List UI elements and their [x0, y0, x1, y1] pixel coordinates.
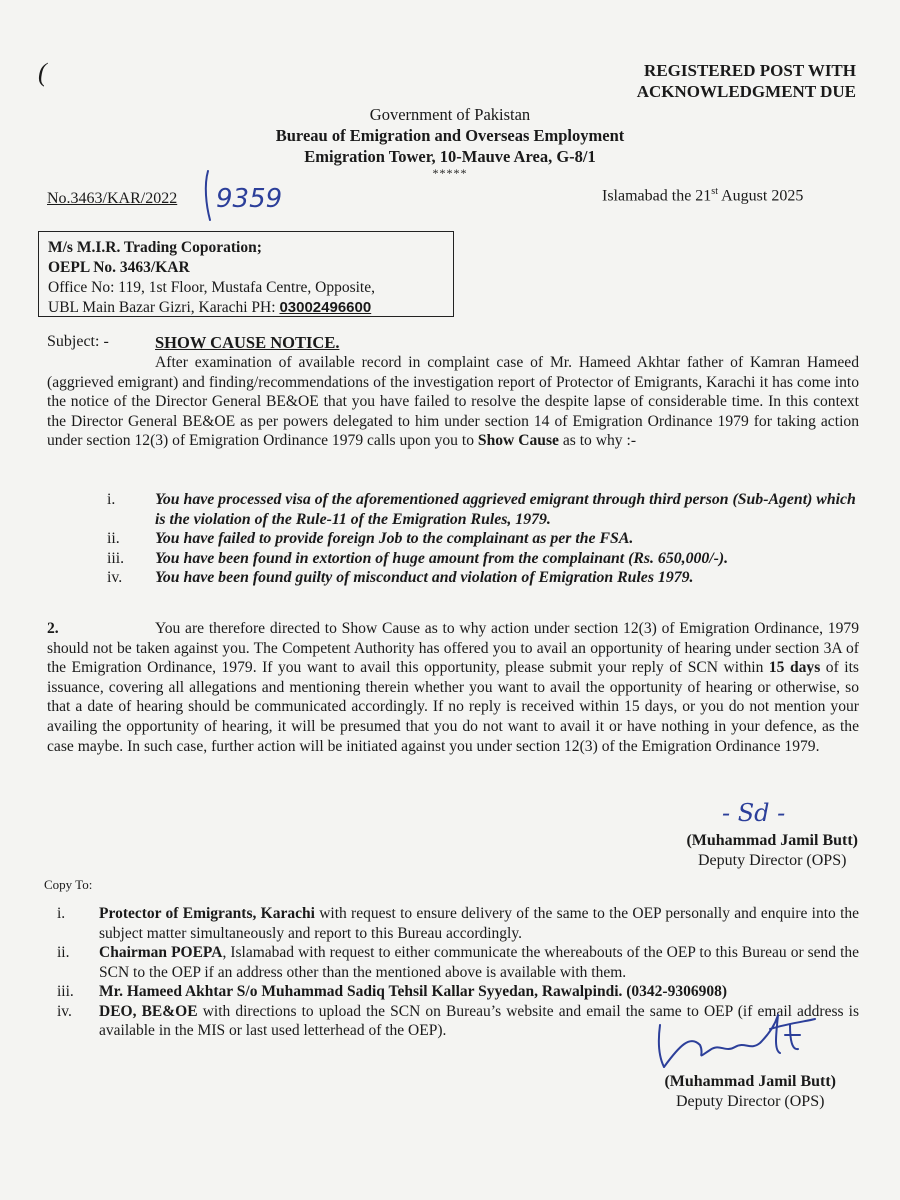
signatory-name: (Muhammad Jamil Butt) [686, 832, 858, 849]
signature-block-2 [664, 1072, 836, 1112]
date-prefix: Islamabad the 21 [602, 187, 712, 205]
allegation-text: You have failed to provide foreign Job to the complainant as per the FSA. [155, 530, 634, 547]
allegation-number: iii. [107, 549, 125, 567]
allegation-number: ii. [107, 530, 120, 547]
paragraph-1-text-a: After examination of available record in complaint case of Mr. Hameed Akhtar father of Kamran Hameed (aggrieved emigrant) and finding/recommendations of the investigation report of Protector of Emigrants, Karachi it has come into the notice of the Director General BE&OE that you have failed to resolve the despite lapse of considerable time. In this context the Director General BE&OE as per powers delegated to him under section 14 of Emigration Ordinance 1979 for taking action under section 12(3) of Emigration Ordinance 1979 calls upon you to [47, 354, 859, 450]
initials-text: - Sd - [722, 799, 786, 827]
paragraph-1-bold: Show Cause [477, 432, 559, 450]
paragraph-2-text-a: You are therefore directed to Show Cause as to why action under section 12(3) of Emigration Ordinance, 1979 should not be taken against you. The Competent Authority has offered you to avail an opportunity of hearing under section 3A of the Emigration Ordinance, 1979. If you want to avail this opportunity, please submit your reply of SCN within [47, 620, 859, 677]
copy-text [99, 904, 859, 943]
allegation-item [47, 568, 859, 588]
copy-item [47, 943, 859, 982]
allegation-text: You have processed visa of the aforementioned aggrieved emigrant through third person (Sub-Agent) which is the violation of the Rule-11 of the Emigration Rules, 1979. [155, 491, 856, 528]
copy-body: , Islamabad with request to either communicate the whereabouts of the OEP to this Bureau or send the SCN to the OEP if an address other than the mentioned above is available with them. [99, 944, 860, 981]
addressee-office: Office No: 119, 1st Floor, Mustafa Centre, Opposite, [48, 279, 375, 296]
allegation-text: You have been found in extortion of huge amount from the complainant (Rs. 650,000/-). [155, 549, 729, 567]
sd-initials [718, 795, 828, 831]
corner-mark: ( [38, 58, 47, 87]
paragraph-2-bold: 15 days [768, 659, 821, 677]
paragraph-1-text-b: as to why :- [558, 432, 637, 450]
allegation-item [47, 529, 859, 549]
paragraph-2-number: 2. [47, 620, 59, 637]
copy-item [47, 904, 859, 943]
header-stars: ***** [432, 166, 468, 180]
addressee-name: M/s M.I.R. Trading Coporation; [48, 239, 262, 256]
registered-post-line2: ACKNOWLEDGMENT DUE [636, 82, 856, 101]
allegation-item [47, 490, 859, 529]
bureau-name: Bureau of Emigration and Overseas Employment [275, 126, 625, 145]
allegation-number: i. [107, 491, 116, 508]
copy-item [47, 982, 859, 1002]
handwritten-reference [200, 165, 300, 225]
government-name: Government of Pakistan [369, 105, 531, 124]
date-suffix: st [711, 186, 718, 197]
paragraph-2-text-b: of its issuance, covering all allegations and mentioning therein whether you want to avail the opportunity of hearing or otherwise, so that a date of hearing should be communicated accordingly. If no reply is received within 15 days, or you do not mention your availing the opportunity of hearing, it will be presumed that you do not want to avail it or have nothing in your defence, as the case maybe. In such case, further action will be initiated against you under section 12(3) of the Emigration Ordinance 1979. [47, 659, 859, 755]
signatory-title: Deputy Director (OPS) [698, 852, 847, 869]
copy-to-label: Copy To: [44, 877, 93, 892]
copy-number: i. [57, 905, 66, 922]
copy-recipient: Protector of Emigrants, Karachi [99, 905, 315, 922]
copy-number: iv. [57, 1002, 72, 1020]
reference-number: No.3463/KAR/2022 [47, 190, 178, 207]
bureau-address: Emigration Tower, 10-Mauve Area, G-8/1 [304, 147, 596, 166]
handwritten-signature [650, 1005, 820, 1075]
letterhead [0, 104, 900, 179]
copy-recipient: DEO, BE&OE [99, 1002, 198, 1020]
registered-post-notice [637, 60, 856, 102]
signatory2-name: (Muhammad Jamil Butt) [664, 1073, 836, 1090]
registered-post-line1: REGISTERED POST WITH [644, 61, 856, 80]
allegation-text: You have been found guilty of misconduct and violation of Emigration Rules 1979. [155, 569, 694, 586]
copy-recipient: Chairman POEPA [99, 944, 223, 961]
allegations-list [47, 490, 859, 588]
copy-number: ii. [57, 944, 70, 961]
addressee-oepl: OEPL No. 3463/KAR [48, 259, 190, 276]
copy-number: iii. [57, 983, 74, 1000]
date-line [602, 186, 803, 205]
copy-recipient: Mr. Hameed Akhtar S/o Muhammad Sadiq Tehsil Kallar Syyedan, Rawalpindi. (0342-9306908) [99, 983, 727, 1000]
addressee-box [38, 231, 454, 317]
handwritten-number: 9359 [216, 184, 283, 214]
allegation-item [47, 549, 859, 569]
subject-label: Subject: - [47, 333, 109, 350]
subject-title: SHOW CAUSE NOTICE. [155, 333, 340, 352]
signatory2-title: Deputy Director (OPS) [676, 1093, 825, 1110]
date-rest: August 2025 [717, 187, 804, 205]
addressee-phone: 03002496600 [279, 299, 372, 316]
allegation-number: iv. [107, 569, 123, 586]
address-line: UBL Main Bazar Gizri, Karachi PH: [48, 299, 280, 316]
copy-text [99, 943, 859, 982]
copy-text [99, 982, 859, 1002]
copy-body: with directions to upload the SCN on Bureau’s website and email the same to OEP (if email address is available in the MIS or last used letterhead of the OEP). [99, 1002, 859, 1039]
copy-body: with request to ensure delivery of the same to the OEP personally and enquire into the subject matter simultaneously and report to this Bureau accordingly. [99, 905, 859, 942]
paragraph-1 [47, 353, 859, 451]
addressee-address [48, 298, 453, 318]
signature-block-1 [686, 831, 858, 871]
paragraph-2 [47, 619, 859, 756]
